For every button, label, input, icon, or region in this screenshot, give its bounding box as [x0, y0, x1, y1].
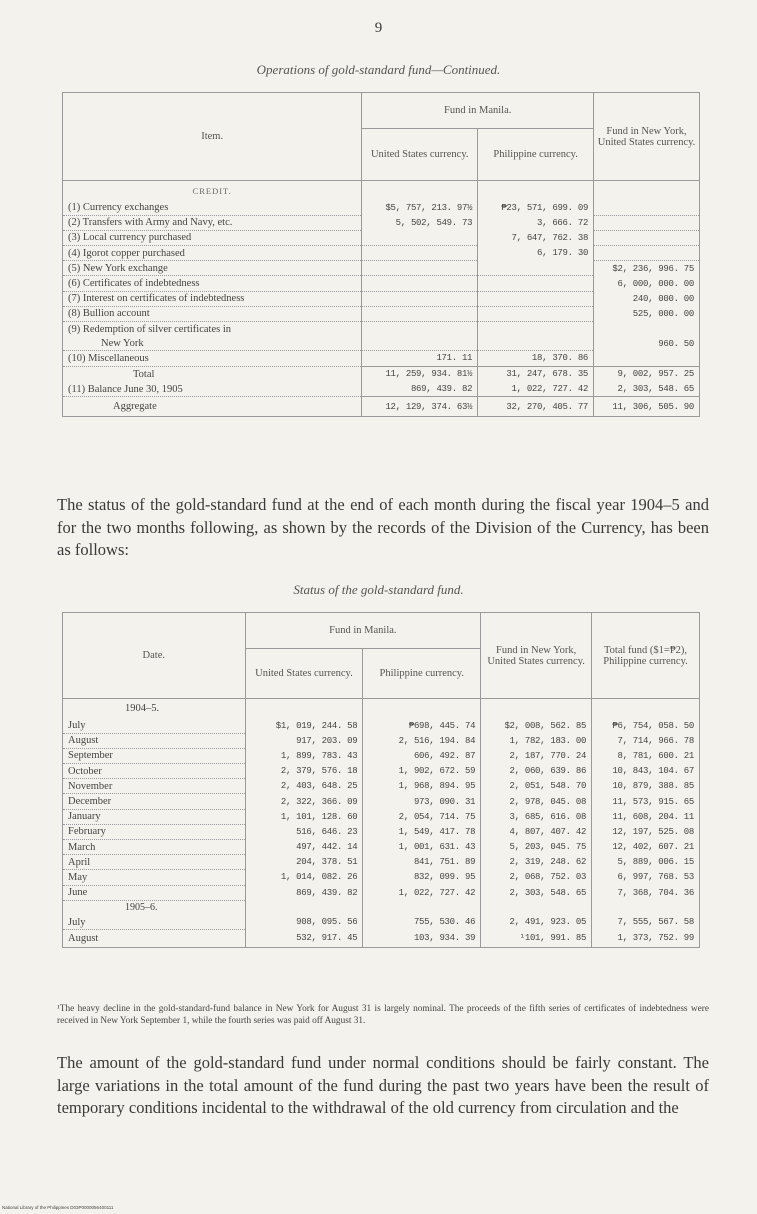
table-row: June 869, 439. 82 1, 022, 727. 42 2, 303, 548. 65 7, 368, 704. 36 [63, 885, 700, 900]
header-total-fund: Total fund ($1=₱2), Philippine currency. [592, 613, 700, 699]
total-row: Total 11, 259, 934. 81½ 31, 247, 678. 35 9, 002, 957. 25 [63, 366, 700, 382]
header-us-currency: United States currency. [362, 129, 478, 181]
table-row: (5) New York exchange $2, 236, 996. 75 [63, 261, 700, 276]
header-date: Date. [63, 613, 246, 699]
table-row: May 1, 014, 082. 26 832, 099. 95 2, 068, 752. 03 6, 997, 768. 53 [63, 870, 700, 885]
table2-caption: Status of the gold-standard fund. [293, 582, 464, 597]
table-row: (8) Bullion account 525, 000. 00 [63, 306, 700, 321]
table-row: (10) Miscellaneous 171. 11 18, 370. 86 [63, 351, 700, 366]
header-fund-manila: Fund in Manila. [362, 93, 594, 129]
year-label: 1905–6. [63, 900, 246, 915]
header-philippine-currency: Philippine currency. [478, 129, 594, 181]
table-row: December 2, 322, 366. 09 973, 090. 31 2, 978, 045. 08 11, 573, 915. 65 [63, 794, 700, 809]
header-philippine-currency: Philippine currency. [363, 649, 481, 699]
library-stamp: National Library of the Philippines D03P0000056400111 [2, 1205, 114, 1210]
status-table [62, 612, 700, 948]
table-row: New York 960. 50 [63, 336, 700, 351]
table-row: April 204, 378. 51 841, 751. 89 2, 319, 248. 62 5, 889, 006. 15 [63, 855, 700, 870]
operations-table [62, 92, 700, 417]
paragraph-status-intro: The status of the gold-standard fund at the end of each month during the fiscal year 1904–5 and for the two months following, as shown by the records of the Division of the Currency, has been as follows: [57, 495, 709, 559]
table-row: July 908, 095. 56 755, 530. 46 2, 491, 923. 05 7, 555, 567. 58 [63, 915, 700, 930]
table-row: July $1, 019, 244. 58 ₱698, 445. 74 $2, 008, 562. 85 ₱6, 754, 058. 50 [63, 719, 700, 734]
table-row: February 516, 646. 23 1, 549, 417. 78 4, 807, 407. 42 12, 197, 525. 08 [63, 824, 700, 839]
table-row: August 917, 203. 09 2, 516, 194. 84 1, 782, 183. 00 7, 714, 966. 78 [63, 733, 700, 748]
footnote: ¹The heavy decline in the gold-standard-fund balance in New York for August 31 is largely nominal. The proceeds of the fifth series of certificates of indebtedness were received in New York September 1, while the fourth series was paid off August 31. [57, 1004, 709, 1026]
page-number: 9 [374, 20, 383, 36]
table-row: (2) Transfers with Army and Navy, etc. 5, 502, 549. 73 3, 666. 72 [63, 215, 700, 230]
table1-caption: Operations of gold-standard fund—Continued. [256, 62, 501, 77]
table-row: August 532, 917. 45 103, 934. 39 ¹101, 991. 85 1, 373, 752. 99 [63, 930, 700, 948]
table-row: (3) Local currency purchased 7, 647, 762. 38 [63, 230, 700, 245]
header-fund-manila: Fund in Manila. [245, 613, 481, 649]
section-credit: CREDIT. [63, 181, 362, 201]
table-row: (6) Certificates of indebtedness 6, 000, 000. 00 [63, 276, 700, 291]
table-row: September 1, 899, 783. 43 606, 492. 87 2, 187, 770. 24 8, 781, 600. 21 [63, 748, 700, 763]
table-row: January 1, 101, 128. 60 2, 054, 714. 75 3, 685, 616. 08 11, 608, 204. 11 [63, 809, 700, 824]
table-row: November 2, 403, 648. 25 1, 968, 894. 95 2, 051, 548. 70 10, 879, 388. 85 [63, 779, 700, 794]
header-item: Item. [63, 93, 362, 181]
table-row: (7) Interest on certificates of indebtedness 240, 000. 00 [63, 291, 700, 306]
header-fund-new-york: Fund in New York, United States currency. [481, 613, 592, 699]
balance-row: (11) Balance June 30, 1905 869, 439. 82 1, 022, 727. 42 2, 303, 548. 65 [63, 382, 700, 397]
year-label: 1904–5. [63, 699, 246, 719]
table-row: (1) Currency exchanges $5, 757, 213. 97½ ₱23, 571, 699. 09 [63, 201, 700, 216]
table-row: (4) Igorot copper purchased 6, 179. 30 [63, 246, 700, 261]
table-row: (9) Redemption of silver certificates in [63, 322, 700, 337]
header-us-currency: United States currency. [245, 649, 363, 699]
paragraph-normal-conditions: The amount of the gold-standard fund under normal conditions should be fairly constant. The large variations in the total amount of the fund during the past two years have been the result of temporary conditions incidental to the withdrawal of the old currency from circulation and the [57, 1053, 709, 1117]
aggregate-row: Aggregate 12, 129, 374. 63½ 32, 270, 405. 77 11, 306, 505. 90 [63, 397, 700, 417]
table-row: October 2, 379, 576. 18 1, 902, 672. 59 2, 060, 639. 86 10, 843, 104. 67 [63, 764, 700, 779]
header-fund-new-york: Fund in New York, United States currency. [594, 93, 700, 181]
table-row: March 497, 442. 14 1, 001, 631. 43 5, 203, 045. 75 12, 402, 607. 21 [63, 840, 700, 855]
